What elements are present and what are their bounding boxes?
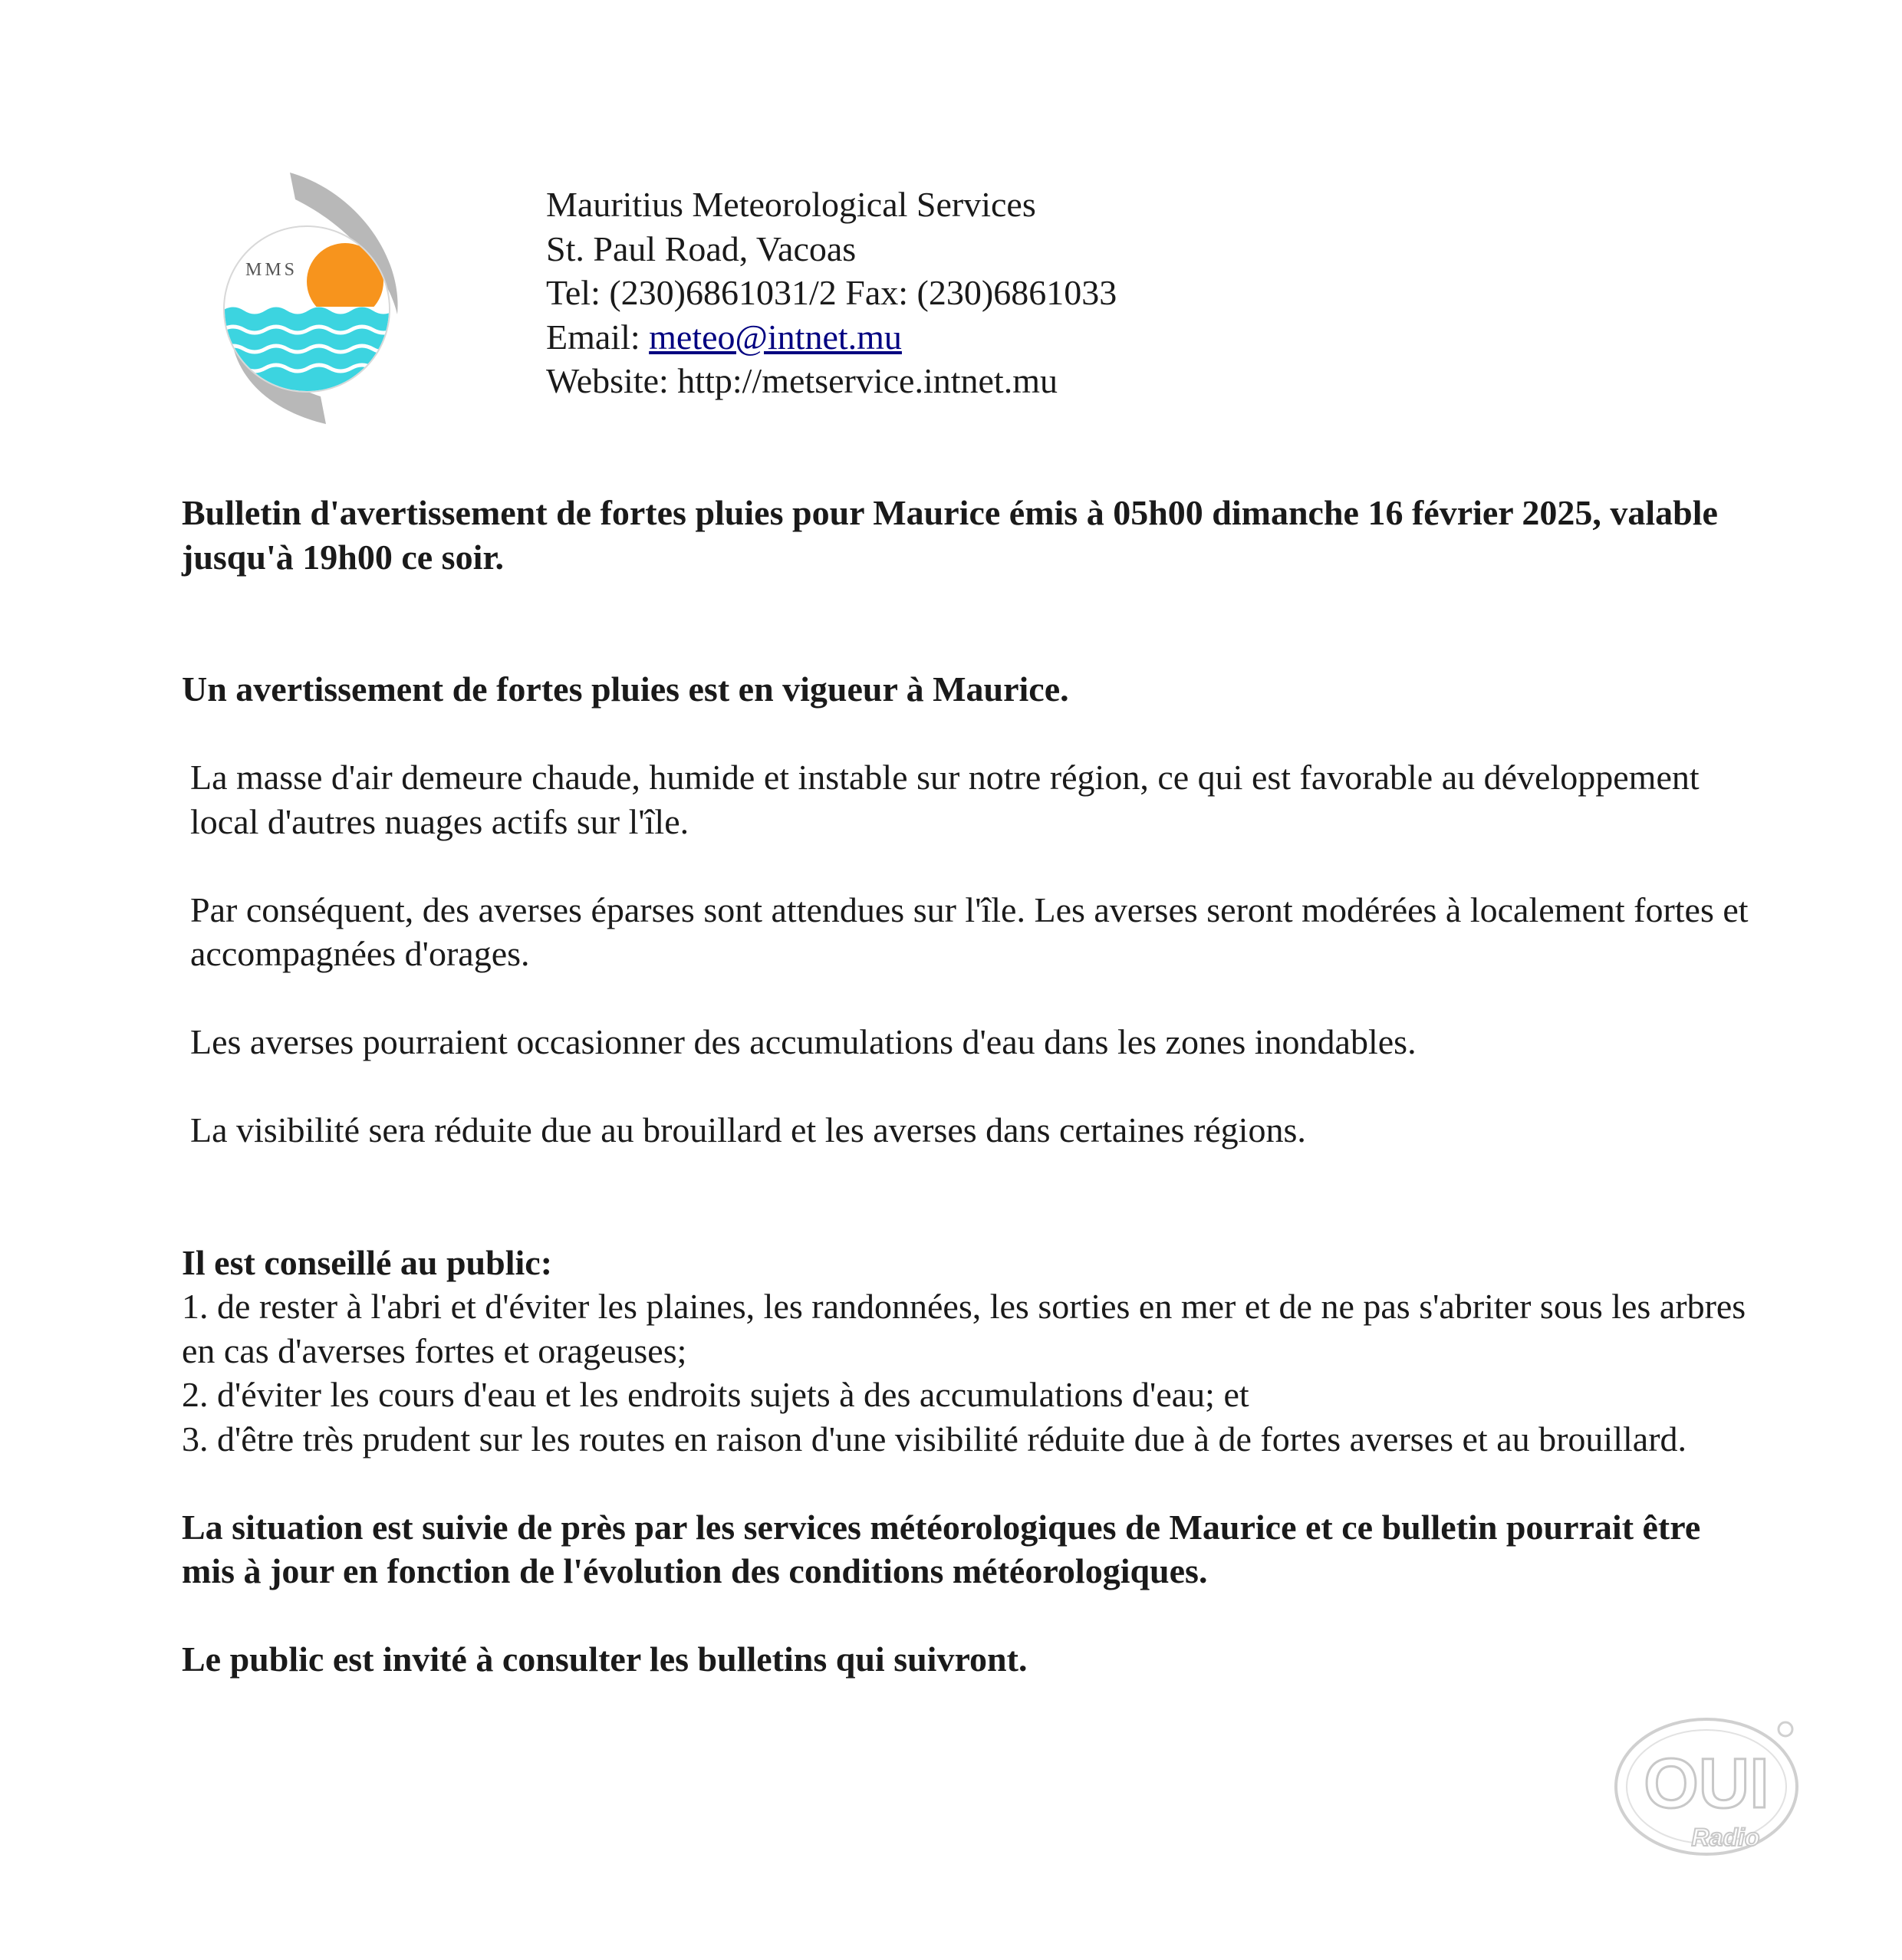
bulletin-title: Bulletin d'avertissement de fortes pluies pour Maurice émis à 05h00 dimanche 16 février 2025, valable jusqu'à 19h00 ce soir. <box>182 493 1718 577</box>
mms-logo <box>222 173 406 426</box>
organization-name: Mauritius Meteorological Services <box>546 185 1036 224</box>
advice-item: 2. d'éviter les cours d'eau et les endroits sujets à des accumulations d'eau; et <box>182 1375 1249 1414</box>
phone-fax: Tel: (230)6861031/2 Fax: (230)6861033 <box>546 273 1117 312</box>
email-line <box>546 315 1117 360</box>
closing-note: Le public est invité à consulter les bulletins qui suivront. <box>182 1639 1028 1679</box>
email-link[interactable]: meteo@intnet.mu <box>649 317 902 357</box>
oui-radio-watermark <box>1611 1706 1810 1863</box>
letterhead <box>546 183 1117 403</box>
watermark-subtext: Radio <box>1691 1824 1760 1851</box>
paragraph: Les averses pourraient occasionner des accumulations d'eau dans les zones inondables. <box>190 1022 1417 1061</box>
logo-text: MMS <box>245 260 298 280</box>
monitoring-note: La situation est suivie de près par les services météorologiques de Maurice et ce bulletin pourrait être mis à jour en fonction de l'évolution des conditions météorologiques. <box>182 1507 1701 1590</box>
warning-statement: Un avertissement de fortes pluies est en vigueur à Maurice. <box>182 669 1069 709</box>
bulletin-body <box>182 491 1762 1682</box>
email-label: Email: <box>546 317 650 357</box>
paragraph: La visibilité sera réduite due au brouillard et les averses dans certaines régions. <box>190 1110 1306 1149</box>
paragraph: Par conséquent, des averses éparses sont attendues sur l'île. Les averses seront modérées à localement fortes et accompagnées d'orages. <box>190 890 1749 973</box>
address: St. Paul Road, Vacoas <box>546 229 857 268</box>
water-icon <box>222 307 394 403</box>
watermark-text: OUI <box>1644 1745 1769 1823</box>
advice-item: 3. d'être très prudent sur les routes en raison d'une visibilité réduite due à de fortes averses et au brouillard. <box>182 1419 1687 1458</box>
advice-item: 1. de rester à l'abri et d'éviter les plaines, les randonnées, les sorties en mer et de ne pas s'abriter sous les arbres en cas d'averses fortes et orageuses; <box>182 1287 1746 1370</box>
paragraph: La masse d'air demeure chaude, humide et instable sur notre région, ce qui est favorable au développement local d'autres nuages actifs sur l'île. <box>190 758 1700 841</box>
advice-heading: Il est conseillé au public: <box>182 1242 553 1282</box>
website-line: Website: http://metservice.intnet.mu <box>546 361 1058 400</box>
